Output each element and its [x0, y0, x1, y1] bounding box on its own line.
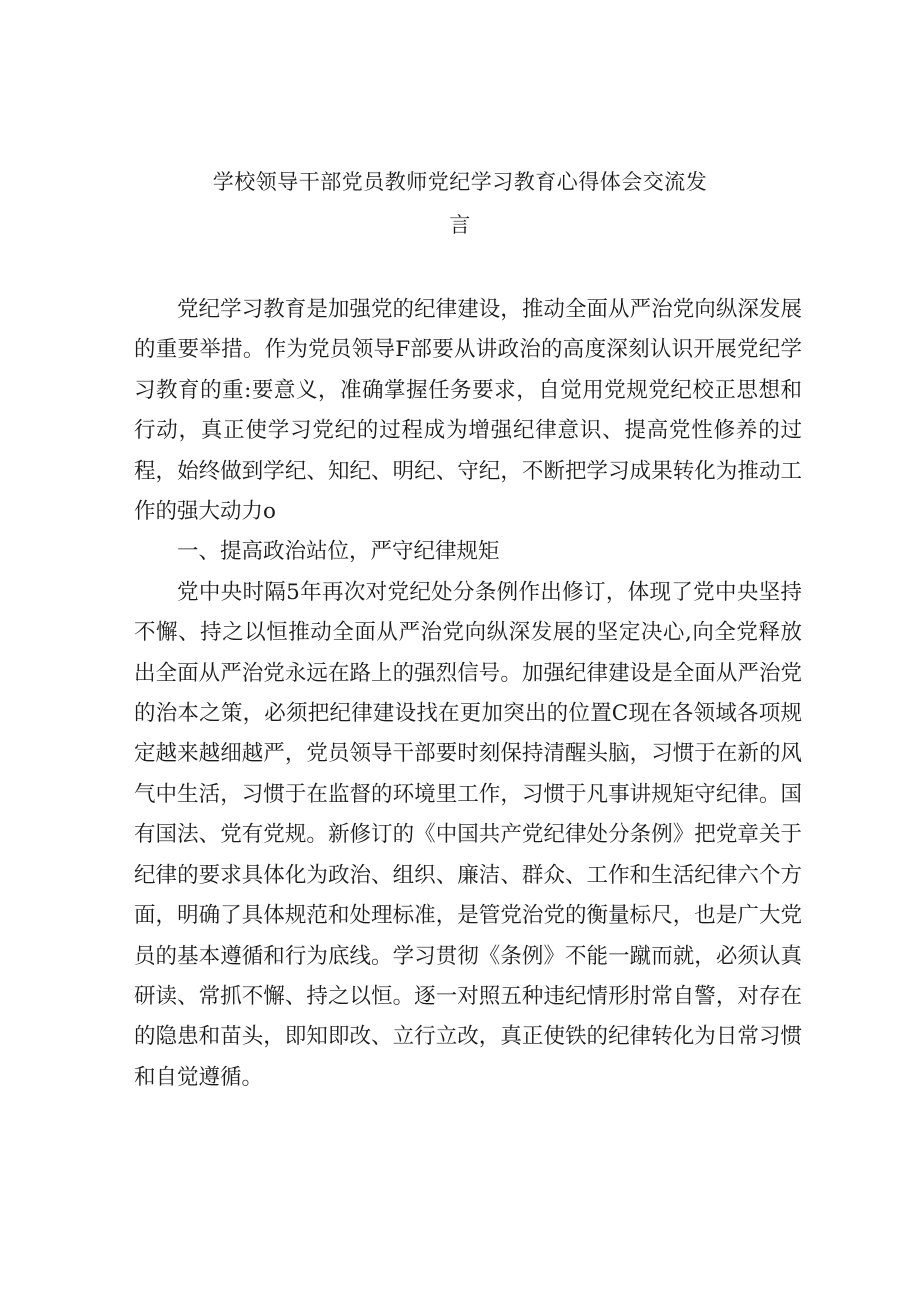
document-title-line-1: 学校领导干部党员教师党纪学习教育心得体会交流发 [212, 170, 708, 194]
document-title-line-2: 言 [449, 213, 471, 237]
intro-paragraph: 党纪学习教育是加强党的纪律建设，推动全面从严治党向纵深发展的重要举措。作为党员领导F部要从讲政治的高度深刻认识开展党纪学习教育的重:要意义，准确掌握任务要求，自觉用党规党纪校正思想和行动，真正使学习党纪的过程成为增强纪律意识、提高党性修养的过程，始终做到学纪、知纪、明纪、守纪，不断把学习成果转化为推动工作的强大动力o [134, 297, 802, 525]
section-1-paragraph: 党中央时隔5年再次对党纪处分条例作出修订，体现了党中央坚持不懈、持之以恒推动全面从严治党向纵深发展的坚定决心,向全党释放出全面从严治党永远在路上的强烈信号。加强纪律建设是全面从严治党的治本之策，必须把纪律建设找在更加突出的位置C现在各领域各项规定越来越细越严，党员领导干部要时刻保持清醒头脑，习惯于在新的风气中生活，习惯于在监督的环境里工作，习惯于凡事讲规矩守纪律。国有国法、党有党规。新修订的《中国共产党纪律处分条例》把党章关于纪律的要求具体化为政治、组织、廉洁、群众、工作和生活纪律六个方面，明确了具体规范和处理标准，是管党治党的衡量标尺，也是广大党员的基本遵循和行为底线。学习贯彻《条例》不能一蹴而就，必须认真研读、常抓不懈、持之以恒。逐一对照五种违纪情形肘常自警，对存在的隐患和苗头，即知即改、立行立改，真正使铁的纪律转化为日常习惯和自觉遵循。 [134, 579, 802, 1090]
section-heading-1: 一、提高政治站位，严守纪律规矩 [177, 539, 500, 565]
document-body [134, 290, 802, 1098]
